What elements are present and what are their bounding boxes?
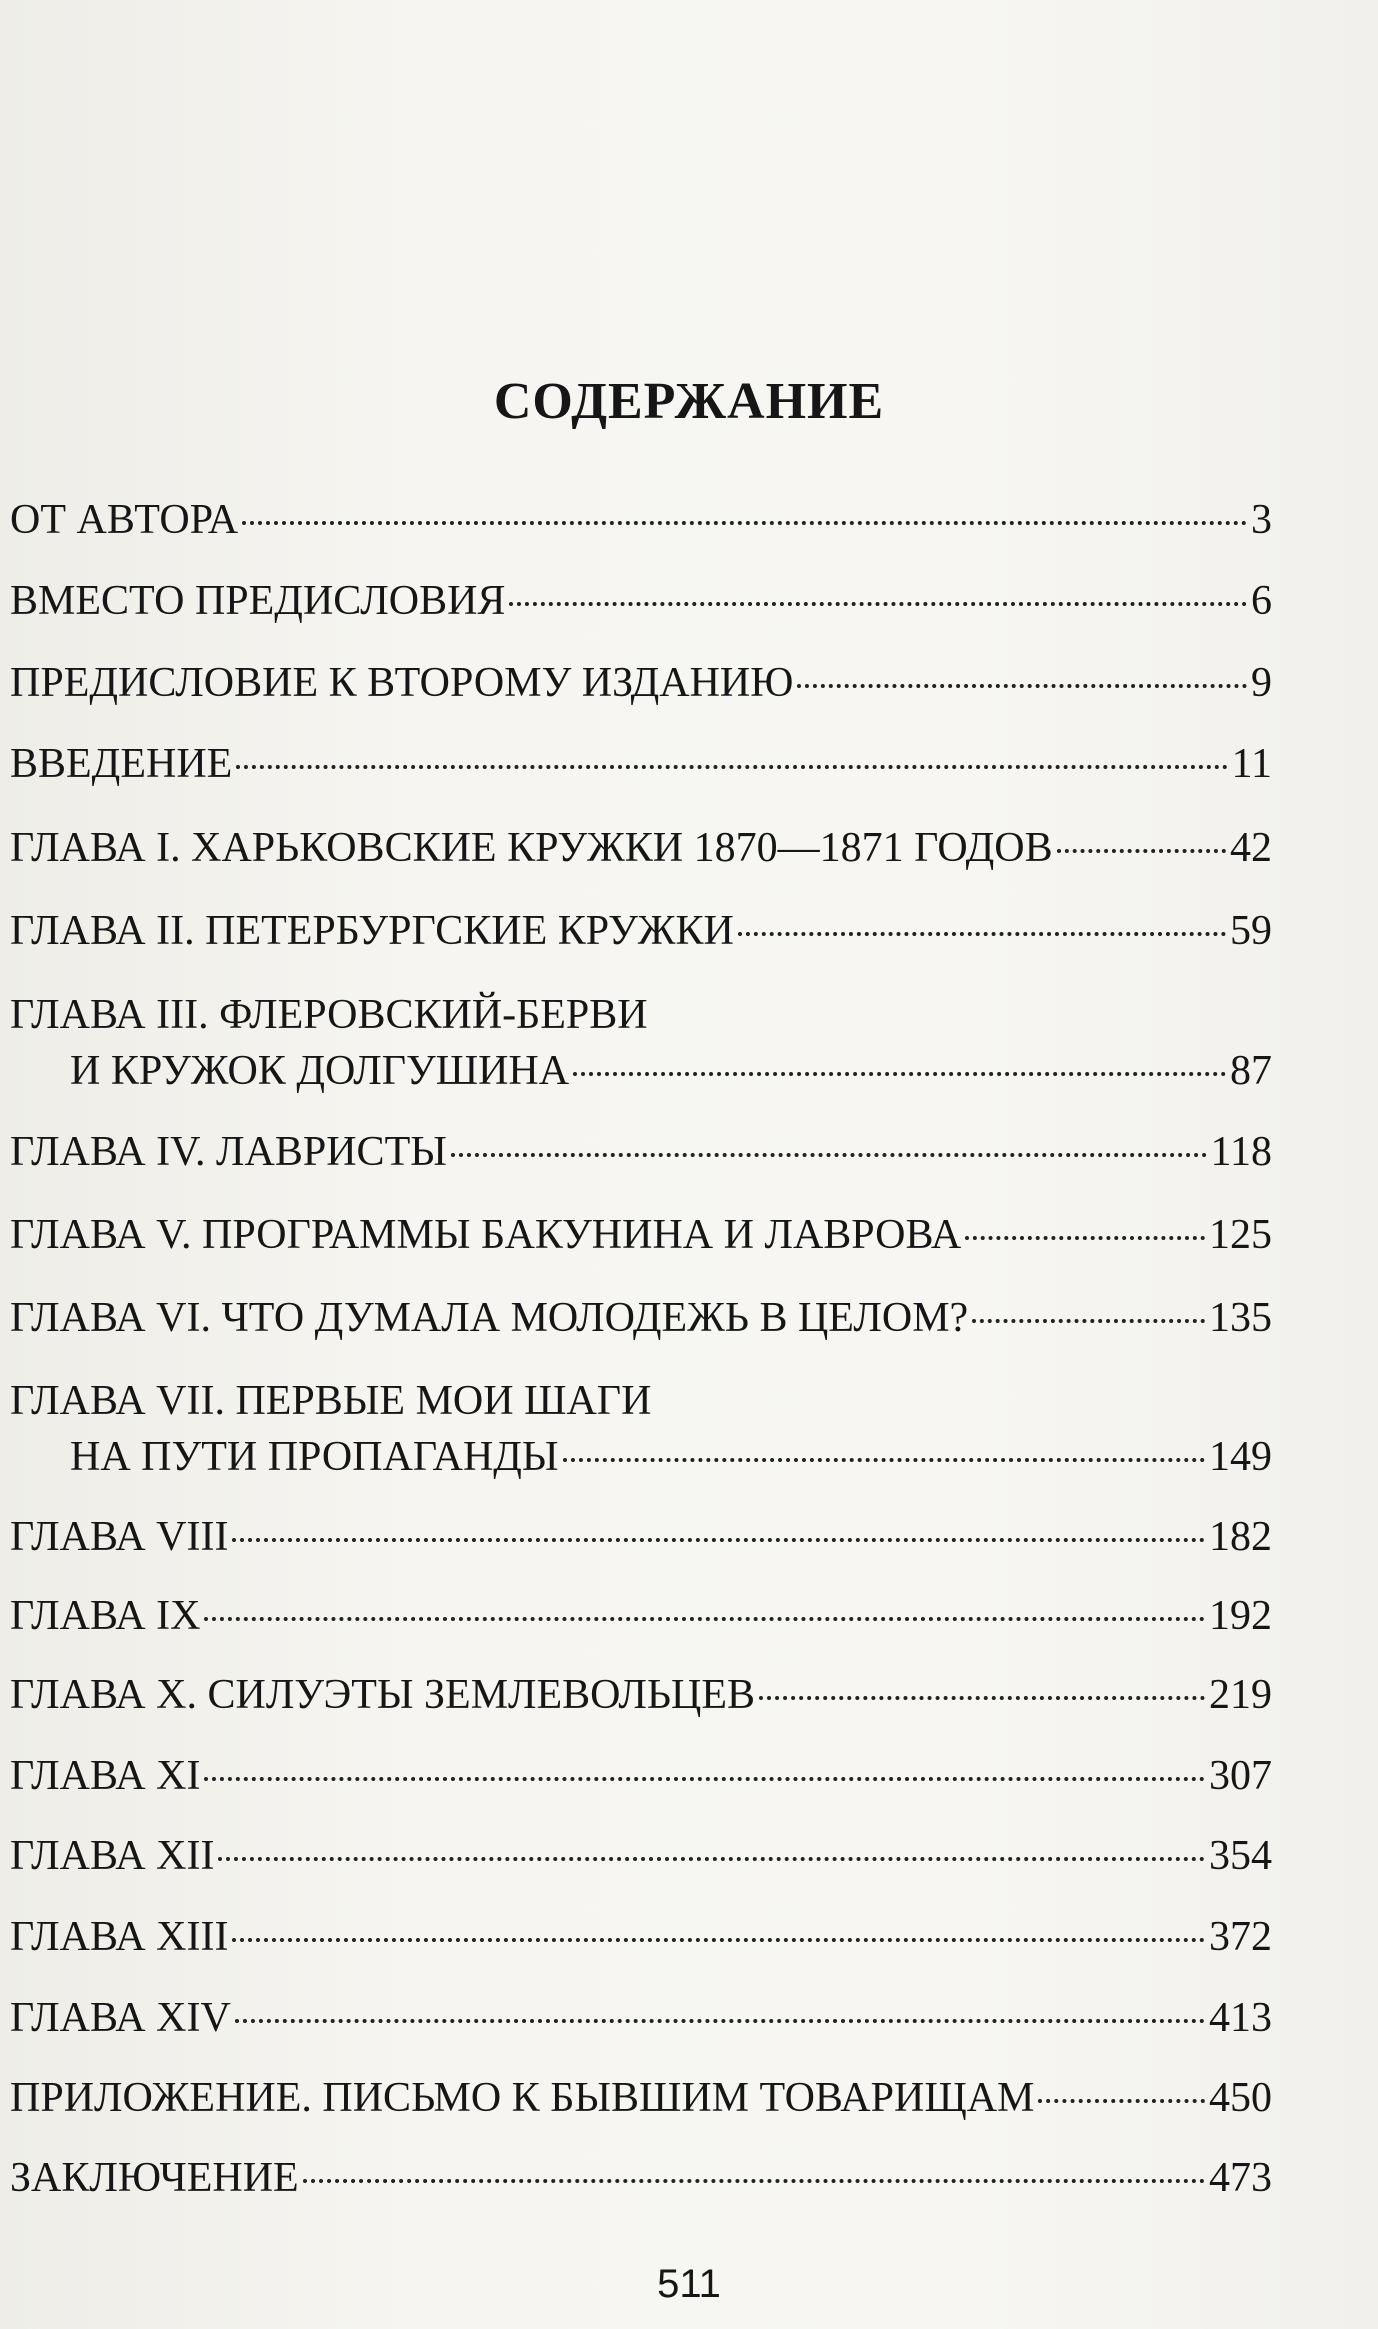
toc-entry-page: 87: [1230, 1048, 1272, 1094]
toc-entry-page: 307: [1209, 1753, 1272, 1799]
toc-entry-page: 149: [1209, 1434, 1272, 1480]
toc-entry-label: ГЛАВА IV. ЛАВРИСТЫ: [10, 1129, 447, 1175]
toc-entry-label-continued: НА ПУТИ ПРОПАГАНДЫ: [70, 1434, 559, 1480]
toc-entry-page: 59: [1230, 908, 1272, 954]
toc-entry-label: ГЛАВА XII: [10, 1833, 215, 1879]
toc-entry: [10, 1210, 1272, 1260]
toc-entry-label: ГЛАВА VIII: [10, 1514, 229, 1560]
dot-leader: [509, 602, 1247, 606]
toc-entry: [10, 906, 1272, 956]
toc-entry-label: ГЛАВА XIV: [10, 1995, 231, 2041]
toc-entry-label: ГЛАВА V. ПРОГРАММЫ БАКУНИНА И ЛАВРОВА: [10, 1212, 962, 1258]
toc-entry: [10, 1293, 1272, 1343]
toc-entry: [10, 1831, 1272, 1881]
dot-leader: [232, 1938, 1205, 1942]
toc-entry: [10, 1591, 1272, 1641]
toc-entry-page: 219: [1209, 1672, 1272, 1718]
dot-leader: [965, 1236, 1205, 1240]
dot-leader: [563, 1458, 1205, 1462]
toc-entry: [10, 1912, 1272, 1962]
toc-entry-label: ГЛАВА XI: [10, 1753, 201, 1799]
dot-leader: [573, 1072, 1226, 1076]
toc-entry: [10, 823, 1272, 873]
toc-entry: [10, 1751, 1272, 1801]
toc-entry-label: ПРИЛОЖЕНИЕ. ПИСЬМО К БЫВШИМ ТОВАРИЩАМ: [10, 2075, 1035, 2121]
toc-entry: [10, 495, 1272, 545]
toc-entry-page: 372: [1209, 1914, 1272, 1960]
dot-leader: [232, 1538, 1205, 1542]
toc-entry-label: ВВЕДЕНИЕ: [10, 741, 233, 787]
toc-entry: [10, 1376, 1272, 1482]
toc-entry-label: ГЛАВА X. СИЛУЭТЫ ЗЕМЛЕВОЛЬЦЕВ: [10, 1672, 756, 1718]
toc-entry-label: ВМЕСТО ПРЕДИСЛОВИЯ: [10, 578, 506, 624]
dot-leader: [235, 2019, 1205, 2023]
toc-entry-label: ПРЕДИСЛОВИЕ К ВТОРОМУ ИЗДАНИЮ: [10, 660, 794, 706]
page-number: 511: [657, 2262, 721, 2306]
dot-leader: [204, 1617, 1205, 1621]
toc-entry-page: 354: [1209, 1833, 1272, 1879]
toc-entry-page: 192: [1209, 1593, 1272, 1639]
dot-leader: [738, 932, 1226, 936]
toc-entry: [10, 990, 1272, 1096]
page-title: СОДЕРЖАНИЕ: [493, 373, 885, 430]
toc-entry-label: ЗАКЛЮЧЕНИЕ: [10, 2155, 299, 2201]
toc-entry-page: 9: [1251, 660, 1272, 706]
toc-entry-page: 42: [1230, 825, 1272, 871]
dot-leader: [236, 765, 1227, 769]
toc-entry-page: 473: [1209, 2155, 1272, 2201]
toc-entry: [10, 658, 1272, 708]
toc-entry-label-continued: И КРУЖОК ДОЛГУШИНА: [70, 1048, 570, 1094]
dot-leader: [1038, 2099, 1205, 2103]
toc-entry-page: 3: [1251, 497, 1272, 543]
dot-leader: [204, 1777, 1205, 1781]
toc-entry: [10, 739, 1272, 789]
toc-entry-label: ГЛАВА VII. ПЕРВЫЕ МОИ ШАГИ: [10, 1378, 652, 1424]
dot-leader: [218, 1857, 1205, 1861]
toc-entry: [10, 1993, 1272, 2043]
dot-leader: [451, 1153, 1207, 1157]
toc-entry-page: 118: [1210, 1129, 1272, 1175]
toc-entry: [10, 2073, 1272, 2123]
toc-entry-label: ГЛАВА II. ПЕТЕРБУРГСКИЕ КРУЖКИ: [10, 908, 734, 954]
dot-leader: [759, 1696, 1205, 1700]
toc-entry-label: ГЛАВА IX: [10, 1593, 201, 1639]
toc-entry-page: 125: [1209, 1212, 1272, 1258]
toc-entry-page: 6: [1251, 578, 1272, 624]
dot-leader: [797, 684, 1247, 688]
toc-entry-page: 182: [1209, 1514, 1272, 1560]
toc-entry-label: ГЛАВА VI. ЧТО ДУМАЛА МОЛОДЕЖЬ В ЦЕЛОМ?: [10, 1295, 969, 1341]
toc-entry-page: 450: [1209, 2075, 1272, 2121]
toc-entry: [10, 576, 1272, 626]
toc-entry: [10, 1512, 1272, 1562]
dot-leader: [1057, 849, 1226, 853]
toc-entry: [10, 2153, 1272, 2203]
toc-entry-page: 135: [1209, 1295, 1272, 1341]
toc-entry-label: ГЛАВА I. ХАРЬКОВСКИЕ КРУЖКИ 1870—1871 ГОДОВ: [10, 825, 1053, 871]
toc-entry-label: ГЛАВА III. ФЛЕРОВСКИЙ-БЕРВИ: [10, 992, 648, 1038]
dot-leader: [242, 521, 1247, 525]
toc-entry-page: 11: [1231, 741, 1272, 787]
toc-entry-page: 413: [1209, 1995, 1272, 2041]
toc-entry-label: ОТ АВТОРА: [10, 497, 239, 543]
toc-entry: [10, 1127, 1272, 1177]
dot-leader: [972, 1319, 1205, 1323]
toc-entry: [10, 1670, 1272, 1720]
toc-entry-label: ГЛАВА XIII: [10, 1914, 229, 1960]
dot-leader: [303, 2179, 1205, 2183]
